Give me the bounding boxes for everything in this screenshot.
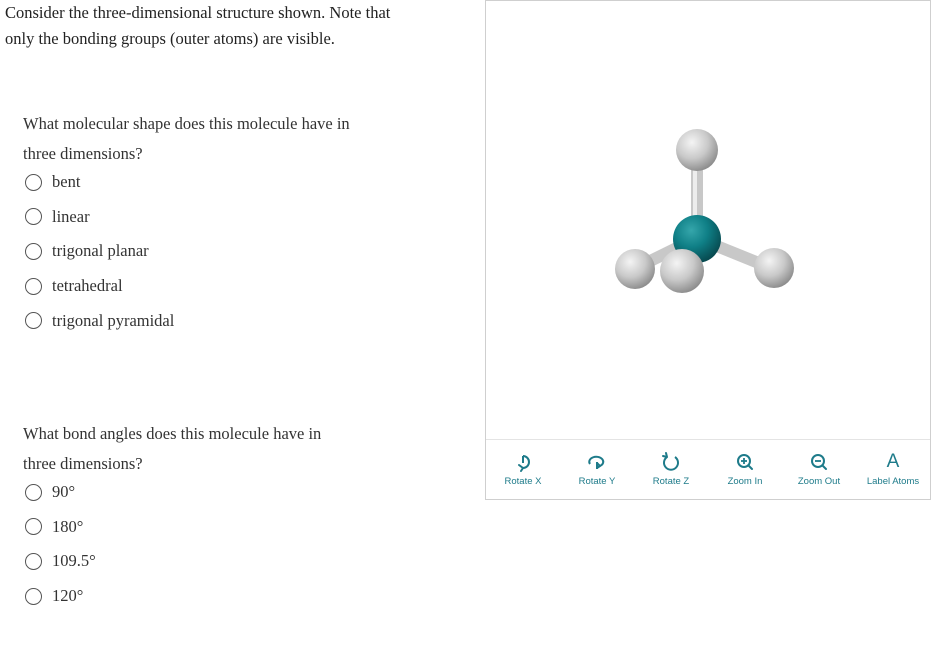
intro-line-2: only the bonding groups (outer atoms) are visible. (5, 29, 335, 48)
radio-button[interactable] (25, 553, 42, 570)
tool-label: Zoom Out (797, 476, 841, 487)
shape-option-bent[interactable] (23, 165, 403, 200)
question-text-line-2: three dimensions? (23, 144, 143, 163)
radio-button[interactable] (25, 518, 42, 535)
rotate-x-button[interactable] (486, 450, 560, 487)
tool-label: Rotate X (504, 476, 542, 487)
molecule-viewer (485, 0, 931, 500)
rotate-z-icon (634, 450, 708, 474)
question-bond-angles (23, 419, 403, 613)
angle-option-180[interactable] (23, 510, 403, 545)
radio-button[interactable] (25, 208, 42, 225)
question-text-line-2: three dimensions? (23, 454, 143, 473)
question-text-line-1: What bond angles does this molecule have in (23, 424, 322, 443)
radio-button[interactable] (25, 588, 42, 605)
radio-button[interactable] (25, 243, 42, 260)
option-label: 120° (52, 586, 84, 606)
shape-option-tetrahedral[interactable] (23, 269, 403, 304)
outer-atom-top (676, 129, 718, 171)
shape-options (23, 165, 403, 338)
outer-atom-right (754, 248, 794, 288)
tool-label: Rotate Z (652, 476, 690, 487)
viewer-toolbar (486, 439, 930, 499)
zoom-out-icon (782, 450, 856, 474)
shape-option-trigonal-planar[interactable] (23, 234, 403, 269)
shape-option-trigonal-pyramidal[interactable] (23, 303, 403, 338)
radio-button[interactable] (25, 278, 42, 295)
label-atoms-button[interactable] (856, 450, 930, 487)
rotate-y-button[interactable] (560, 450, 634, 487)
option-label: trigonal planar (52, 241, 149, 261)
label-atoms-icon: A (886, 451, 900, 472)
outer-atom-left (615, 249, 655, 289)
zoom-in-icon (708, 450, 782, 474)
option-label: bent (52, 172, 81, 192)
tool-label: Label Atoms (866, 476, 920, 487)
question-molecular-shape (23, 109, 403, 338)
intro-text (5, 0, 445, 52)
rotate-x-icon (486, 450, 560, 474)
angle-option-120[interactable] (23, 579, 403, 614)
radio-button[interactable] (25, 312, 42, 329)
angle-options (23, 475, 403, 613)
question-text-line-1: What molecular shape does this molecule have in (23, 114, 350, 133)
rotate-y-icon (560, 450, 634, 474)
option-label: 180° (52, 516, 84, 536)
radio-button[interactable] (25, 174, 42, 191)
molecule-model (486, 1, 930, 439)
tool-label: Rotate Y (578, 476, 616, 487)
zoom-in-button[interactable] (708, 450, 782, 487)
tool-label: Zoom In (727, 476, 763, 487)
zoom-out-button[interactable] (782, 450, 856, 487)
option-label: 90° (52, 482, 76, 502)
option-label: 109.5° (52, 551, 96, 571)
intro-line-1: Consider the three-dimensional structure shown. Note that (5, 3, 391, 22)
angle-option-90[interactable] (23, 475, 403, 510)
outer-atom-front (660, 249, 704, 293)
rotate-z-button[interactable] (634, 450, 708, 487)
radio-button[interactable] (25, 484, 42, 501)
option-label: tetrahedral (52, 276, 123, 296)
shape-option-linear[interactable] (23, 200, 403, 235)
option-label: trigonal pyramidal (52, 310, 175, 330)
option-label: linear (52, 206, 90, 226)
molecule-3d-canvas[interactable] (486, 1, 930, 439)
angle-option-109-5[interactable] (23, 544, 403, 579)
